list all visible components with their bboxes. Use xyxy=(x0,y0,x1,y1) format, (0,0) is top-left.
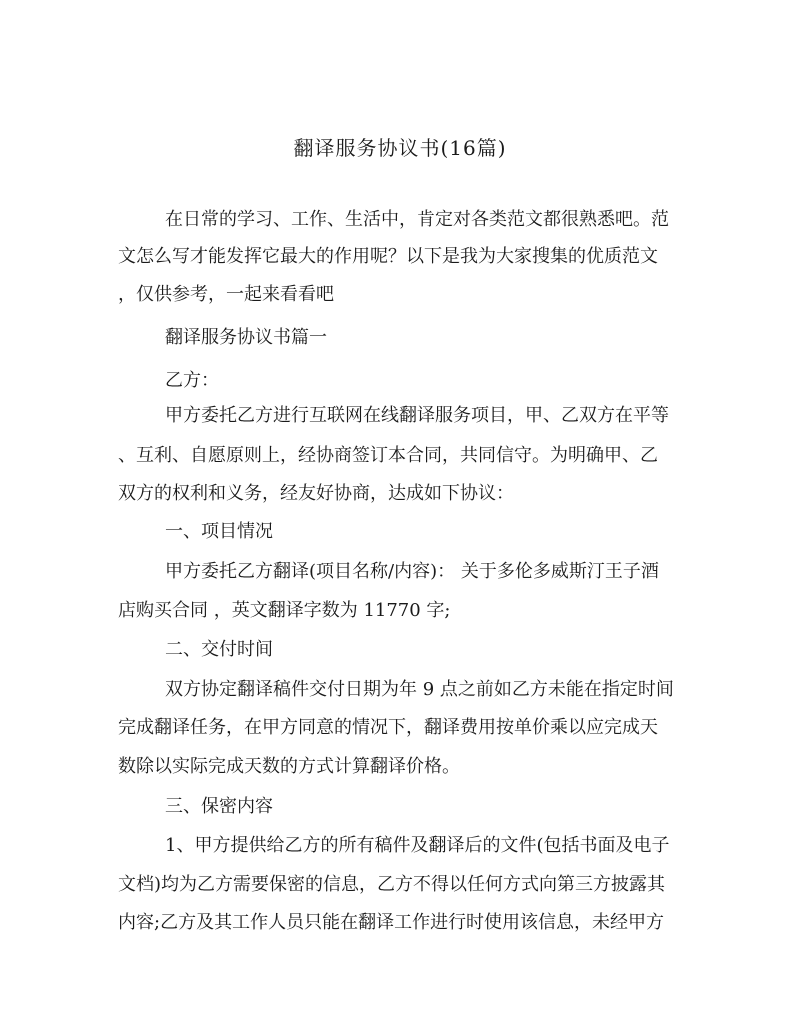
paragraph-line: 内容;乙方及其工作人员只能在翻译工作进行时使用该信息，未经甲方 xyxy=(118,912,665,933)
document-title: 翻译服务协议书(16篇) xyxy=(293,136,507,160)
paragraph-line: ，仅供参考，一起来看看吧 xyxy=(118,284,334,305)
paragraph-line: 1、甲方提供给乙方的所有稿件及翻译后的文件(包括书面及电子 xyxy=(165,835,670,856)
section-heading: 一、项目情况 xyxy=(165,521,273,542)
paragraph-line: 数除以实际完成天数的方式计算翻译价格。 xyxy=(118,756,460,777)
paragraph-line: 双方的权利和义务，经友好协商，达成如下协议： xyxy=(118,483,514,504)
section-heading: 三、保密内容 xyxy=(165,796,273,817)
paragraph-line: 店购买合同 ，英文翻译字数为 11770 字; xyxy=(118,600,451,621)
party-label: 乙方： xyxy=(165,370,219,391)
paragraph-line: 完成翻译任务，在甲方同意的情况下，翻译费用按单价乘以应完成天 xyxy=(118,717,658,738)
paragraph-line: 甲方委托乙方翻译(项目名称/内容)： 关于多伦多威斯汀王子酒 xyxy=(165,561,659,582)
paragraph-line: 甲方委托乙方进行互联网在线翻译服务项目，甲、乙双方在平等 xyxy=(165,405,669,426)
paragraph-line: 、互利、自愿原则上，经协商签订本合同，共同信守。为明确甲、乙 xyxy=(118,445,658,466)
paragraph-line: 双方协定翻译稿件交付日期为年 9 点之前如乙方未能在指定时间 xyxy=(165,679,674,700)
section-heading: 二、交付时间 xyxy=(165,639,273,660)
paragraph-line: 在日常的学习、工作、生活中，肯定对各类范文都很熟悉吧。范 xyxy=(165,209,669,230)
paragraph-line: 文怎么写才能发挥它最大的作用呢？以下是我为大家搜集的优质范文 xyxy=(118,246,658,267)
section-heading: 翻译服务协议书篇一 xyxy=(165,327,327,348)
paragraph-line: 文档)均为乙方需要保密的信息，乙方不得以任何方式向第三方披露其 xyxy=(118,874,666,895)
